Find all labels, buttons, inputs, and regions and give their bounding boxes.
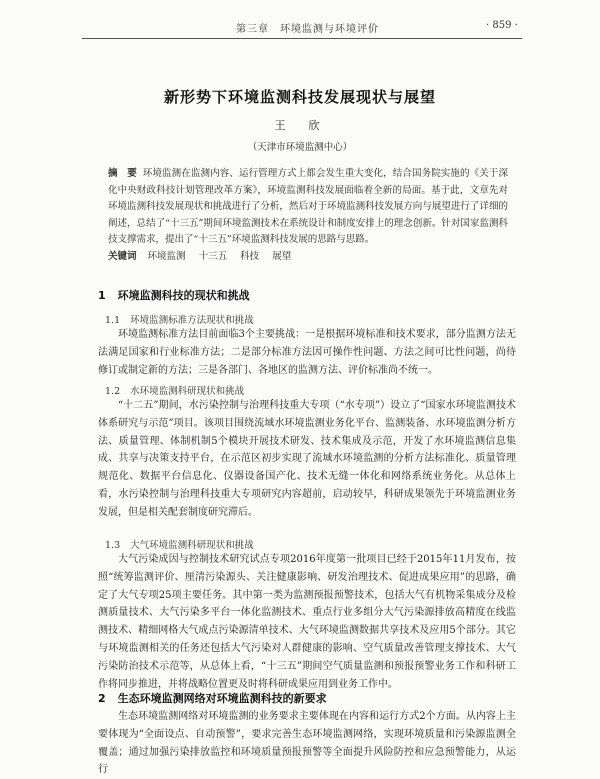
chapter-title: 第三章 环境监测与环境评价 [236, 24, 379, 35]
section-number: 2 [98, 692, 106, 705]
subsection-title: 环境监测标准方法现状和挑战 [130, 315, 254, 326]
keyword: 环境监测 [147, 251, 186, 262]
affiliation: （天津市环境监测中心） [247, 142, 353, 153]
subsection-number: 1.1 [105, 315, 121, 326]
abstract-label: 摘 要 [108, 168, 137, 179]
subsection-heading-1-2 [105, 383, 244, 397]
paragraph: 大气污染成因与控制技术研究试点专项2016年度第一批项目已经于2015年11月发布，按照“统筹监测评价、厘清污染源头、关注健康影响、研发治理技术、促进成果应用”的思路，确定了大气专项25项主要任务。其中第一类为监测预报预警技术，包括大气有机物采集成分及检测质量技术、大气污染多平台一体化监测技术、重点行业多组分大气污染源排放高精度在线监测技术、精细网格大气成点污染源清单技术、大气环境监测数据共享技术及应用5个部分。其它与环境监测相关的任务还包括大气污染对人群健康的影响、空气质量改善管理支撑技术、大气污染防治技术示范等，从总体上看，“十三五”期间空气质量监测和预报预警业务工作和科研工作将同步推进，并将战略位置更及时将科研成果应用到业务工作中。 [98, 554, 516, 690]
subsection-number: 1.3 [105, 540, 121, 551]
subsection-number: 1.2 [105, 386, 121, 397]
author: 王 欣 [274, 119, 326, 132]
paragraph: “十二五”期间，水污染控制与治理科技重大专项（“水专项”）设立了“国家水环境监测技术体系研究与示范”项目。该项目围绕流域水环境监测业务化平台、监测装备、水环境监测分析方法、质量管理、体制机制5个模块开展技术研发、技术集成及示范，开发了水环境监测信息集成、共享与决策支持平台，在示范区初步实现了流域水环境监测的分析方法标准化、质量管理规范化、数据平台信息化、仪器设备国产化、技术无缝一体化和网络系统业务化。从总体上看，水污染控制与治理科技重大专项研究内容超前，启动较早，科研成果领先于环境监测业务发展，但是相关配套制度研究滞后。 [98, 400, 516, 518]
subsection-title: 大气环境监测科研现状和挑战 [130, 540, 254, 551]
subsection-title: 水环境监测科研现状和挑战 [130, 386, 245, 397]
keyword: 展望 [272, 251, 292, 262]
section-heading-1 [98, 287, 250, 303]
section-title: 生态环境监测网络对环境监测科技的新要求 [117, 692, 327, 705]
subsection-heading-1-3 [105, 537, 254, 551]
running-header [0, 18, 600, 40]
paragraph: 生态环境监测网络对环境监测的业务要求主要体现在内容和运行方式2个方面。从内容上主要体现为“全面设点、自动预警”，要求完善生态环境监测网络，实现环境质量和污染源监测全覆盖；通过加强污染排放监控和环境质量预报预警等全面提升风险防控和应急预警能力，从运行 [98, 711, 516, 776]
page-number: · 859 · [486, 20, 518, 31]
section-heading-2 [98, 690, 327, 706]
header-rule [82, 38, 522, 39]
article-title: 新形势下环境监测科技发展现状与展望 [163, 88, 436, 106]
keywords [108, 248, 301, 262]
subsection-heading-1-1 [105, 312, 254, 326]
abstract [108, 166, 508, 249]
paragraph: 环境监测标准方法目前面临3个主要挑战：一是根据环境标准和技术要求，部分监测方法无法满足国家和行业标准方法；二是部分标准方法因可操作性问题、方法之间可比性问题，尚待修订或制定新的方法；三是各部门、各地区的监测方法、评价标准尚不统一。 [98, 329, 516, 376]
keyword: 科技 [240, 251, 260, 262]
section-number: 1 [98, 289, 106, 302]
keywords-label: 关键词 [108, 251, 137, 262]
section-title: 环境监测科技的现状和挑战 [117, 289, 250, 302]
keyword: 十三五 [198, 251, 228, 262]
abstract-text: 环境监测在监测内容、运行管理方式上都会发生重大变化，结合国务院实施的《关于深化中央财政科技计划管理改革方案》，环境监测科技发展面临着全新的局面。基于此，文章先对环境监测科技发展现状和挑战进行了分析，然后对于环境监测科技发展方向与展望进行了详细的阐述，总结了“十三五”期间环境监测技术在系统设计和制度安排上的理念创新。针对国家监测科技支撑需求，提出了“十三五”环境监测科技发展的思路与思路。 [108, 168, 508, 245]
